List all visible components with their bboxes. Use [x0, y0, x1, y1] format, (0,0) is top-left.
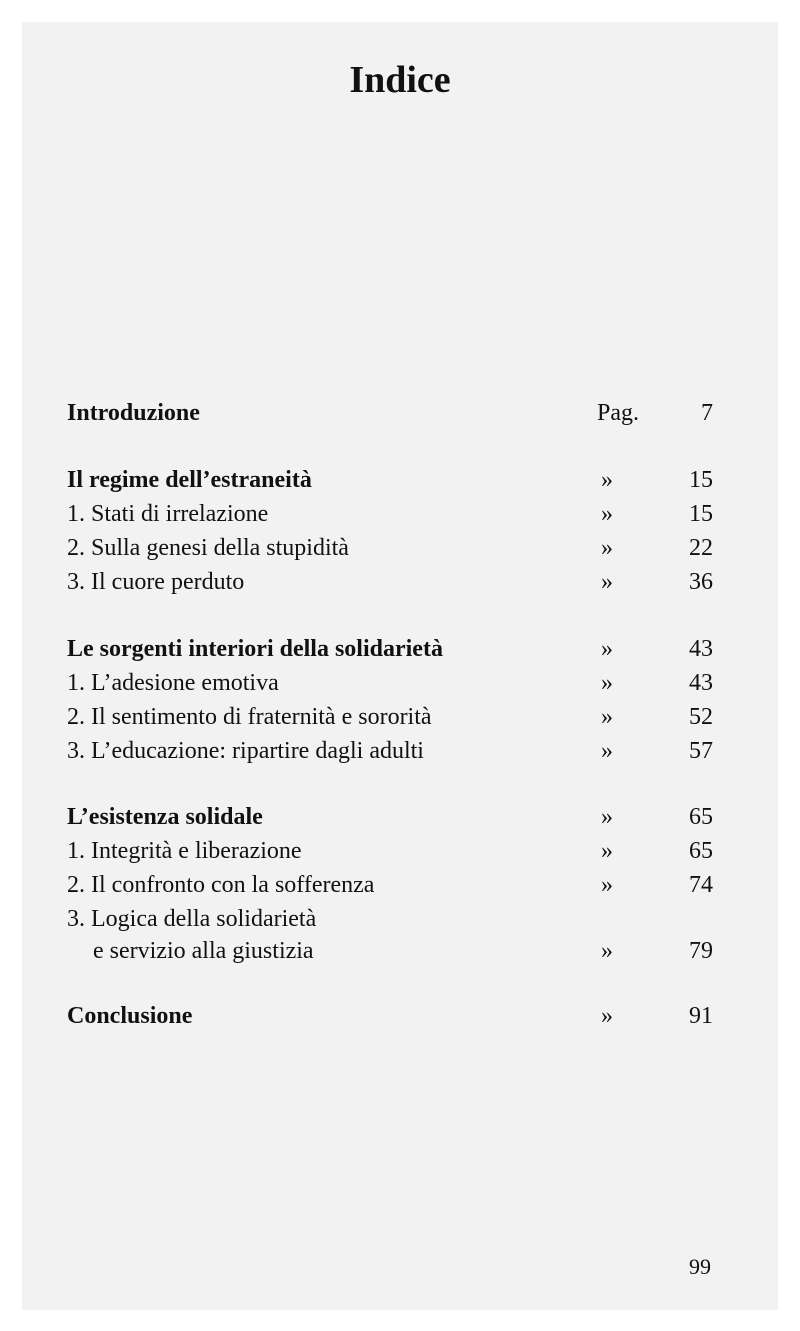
- toc-entry-title: 1. Integrità e liberazione: [67, 838, 302, 864]
- toc-entry-title: Introduzione: [67, 400, 200, 426]
- toc-entry: [67, 999, 713, 1033]
- toc-entry-separator: »: [601, 804, 613, 830]
- toc-entry-separator: »: [601, 535, 613, 561]
- toc-entry-title: 2. Sulla genesi della stupidità: [67, 535, 349, 561]
- toc-entry-title: Le sorgenti interiori della solidarietà: [67, 636, 443, 662]
- toc-entry: [67, 396, 713, 430]
- toc-entry-separator: »: [601, 636, 613, 662]
- toc-entry-page: 65: [689, 804, 713, 830]
- toc-entry-page: 52: [689, 704, 713, 730]
- toc-entry-separator: »: [601, 501, 613, 527]
- toc-entry: [67, 934, 713, 968]
- toc-entry-page: 91: [689, 1003, 713, 1029]
- toc-entry-separator: »: [601, 738, 613, 764]
- toc-entry-page: 15: [689, 467, 713, 493]
- toc-entry-separator: »: [601, 467, 613, 493]
- toc-entry-separator: »: [601, 569, 613, 595]
- toc-entry: [67, 463, 713, 497]
- toc-entry-page: 43: [689, 670, 713, 696]
- toc-entry-separator: »: [601, 838, 613, 864]
- toc-entry-separator: Pag.: [597, 400, 639, 426]
- toc-entry-title: L’esistenza solidale: [67, 804, 263, 830]
- toc-entry: [67, 565, 713, 599]
- toc-entry: [67, 666, 713, 700]
- toc-entry: [67, 632, 713, 666]
- toc-entry: [67, 700, 713, 734]
- toc-entry-title: 2. Il confronto con la sofferenza: [67, 872, 375, 898]
- toc-entry-page: 7: [701, 400, 713, 426]
- toc-entry: [67, 734, 713, 768]
- toc-entry-page: 57: [689, 738, 713, 764]
- toc-entry-page: 79: [689, 938, 713, 964]
- toc-entry-page: 36: [689, 569, 713, 595]
- toc-entry-title: 1. L’adesione emotiva: [67, 670, 279, 696]
- page-number: 99: [689, 1254, 711, 1279]
- toc-entry-page: 74: [689, 872, 713, 898]
- toc-entry-page: 22: [689, 535, 713, 561]
- toc-entry: [67, 497, 713, 531]
- toc-entry-title: 1. Stati di irrelazione: [67, 501, 269, 527]
- toc-entry-page: 65: [689, 838, 713, 864]
- toc-entry-title: 3. Logica della solidarietà: [67, 906, 317, 932]
- toc-entry-separator: »: [601, 872, 613, 898]
- toc-entry-title: 3. L’educazione: ripartire dagli adulti: [67, 738, 424, 764]
- toc-entry-separator: »: [601, 670, 613, 696]
- toc-entry: [67, 834, 713, 868]
- toc-entry-page: 43: [689, 636, 713, 662]
- toc-entry-title: e servizio alla giustizia: [93, 938, 314, 964]
- toc-entry: [67, 800, 713, 834]
- toc-entry: [67, 531, 713, 565]
- toc-entry-title: 3. Il cuore perduto: [67, 569, 245, 595]
- toc-entry: [67, 902, 713, 936]
- toc-entry-separator: »: [601, 704, 613, 730]
- book-page: [22, 22, 778, 1310]
- toc-entry-title: 2. Il sentimento di fraternità e sororità: [67, 704, 432, 730]
- toc-entry-title: Il regime dell’estraneità: [67, 467, 312, 493]
- toc-entry-page: 15: [689, 501, 713, 527]
- toc-entry-separator: »: [601, 1003, 613, 1029]
- page-title: Indice: [349, 59, 451, 101]
- toc-entry: [67, 868, 713, 902]
- toc-entry-separator: »: [601, 938, 613, 964]
- toc-entry-title: Conclusione: [67, 1003, 193, 1029]
